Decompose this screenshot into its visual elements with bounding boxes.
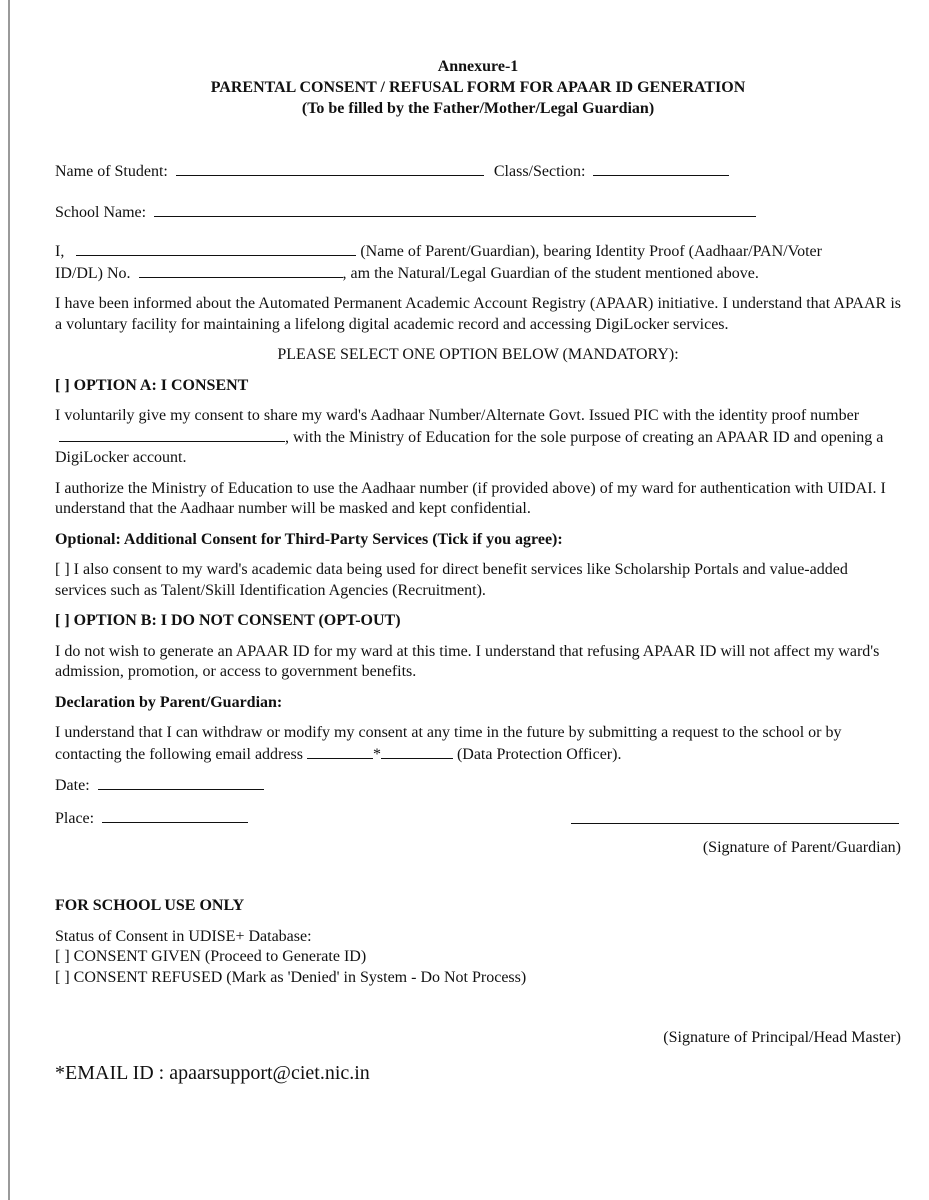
student-name-field[interactable] bbox=[176, 161, 484, 176]
option-a-paragraph bbox=[55, 406, 901, 469]
place-group bbox=[55, 808, 248, 830]
student-name-label: Name of Student: bbox=[55, 163, 168, 180]
email-id-footer: *EMAIL ID : apaarsupport@ciet.nic.in bbox=[55, 1061, 370, 1084]
school-name-label: School Name: bbox=[55, 203, 147, 221]
email-blank-right[interactable] bbox=[381, 744, 453, 759]
parent-signature-label: (Signature of Parent/Guardian) bbox=[702, 838, 901, 856]
guardian-statement bbox=[55, 241, 901, 284]
declaration-text-start: I understand that I can withdraw or modify my consent at any time in the future by submitting a request to the school or by contacting the following email address bbox=[55, 724, 842, 763]
guardian-mid-text: (Name of Parent/Guardian), bearing Identity Proof (Aadhaar/PAN/Voter bbox=[360, 243, 822, 260]
declaration-paragraph bbox=[55, 723, 901, 765]
email-blank-left[interactable] bbox=[307, 744, 373, 759]
parent-signature-line[interactable] bbox=[571, 823, 899, 824]
option-a-authorization: I authorize the Ministry of Education to use the Aadhaar number (if provided above) of my ward for authentication with UIDAI. I understand that the Aadhaar number will be masked and kept confidential. bbox=[55, 479, 886, 517]
guardian-id-label: ID/DL) No. bbox=[55, 264, 131, 282]
option-b-heading[interactable]: [ ] OPTION B: I DO NOT CONSENT (OPT-OUT) bbox=[55, 612, 401, 629]
intro-paragraph: I have been informed about the Automated Permanent Academic Account Registry (APAAR) initiative. I understand that APAAR is a voluntary facility for maintaining a lifelong digital academic record and accessing DigiLocker services. bbox=[55, 295, 901, 333]
consent-form bbox=[55, 56, 901, 1085]
option-b-paragraph: I do not wish to generate an APAAR ID for my ward at this time. I understand that refusing APAAR ID will not affect my ward's admission, promotion, or access to government benefits. bbox=[55, 642, 880, 680]
date-field[interactable] bbox=[98, 775, 264, 790]
date-label: Date: bbox=[55, 777, 90, 794]
school-row bbox=[55, 202, 901, 224]
school-use-heading: FOR SCHOOL USE ONLY bbox=[55, 897, 245, 914]
form-subtitle: (To be filled by the Father/Mother/Legal Guardian) bbox=[301, 100, 655, 117]
school-status-label: Status of Consent in UDISE+ Database: bbox=[55, 927, 312, 945]
place-label: Place: bbox=[55, 809, 95, 827]
option-a-heading[interactable]: [ ] OPTION A: I CONSENT bbox=[55, 376, 249, 394]
place-signature-row bbox=[55, 808, 901, 830]
principal-signature-label: (Signature of Principal/Head Master) bbox=[663, 1029, 901, 1046]
class-section-field[interactable] bbox=[593, 161, 729, 176]
guardian-line-end: , am the Natural/Legal Guardian of the student mentioned above. bbox=[342, 264, 759, 282]
declaration-text-end: (Data Protection Officer). bbox=[456, 745, 622, 763]
place-field[interactable] bbox=[102, 808, 248, 823]
select-prompt: PLEASE SELECT ONE OPTION BELOW (MANDATORY): bbox=[277, 346, 679, 363]
email-star: * bbox=[372, 745, 381, 763]
identity-proof-number-field[interactable] bbox=[139, 263, 343, 278]
consent-refused-checkbox[interactable]: [ ] CONSENT REFUSED (Mark as 'Denied' in System - Do Not Process) bbox=[55, 968, 527, 986]
date-row bbox=[55, 775, 901, 797]
optional-heading: Optional: Additional Consent for Third-Party Services (Tick if you agree): bbox=[55, 530, 563, 548]
form-title: PARENTAL CONSENT / REFUSAL FORM FOR APAAR ID GENERATION bbox=[210, 79, 746, 96]
optional-consent-checkbox[interactable]: [ ] I also consent to my ward's academic data being used for direct benefit services like Scholarship Portals and value-added services such as Talent/Skill Identification Agencies (Recruitment). bbox=[55, 561, 848, 599]
identity-proof-pic-field[interactable] bbox=[59, 427, 285, 442]
option-a-text-start: I voluntarily give my consent to share my ward's Aadhaar Number/Alternate Govt. Issued PIC with the identity proof number bbox=[55, 407, 860, 424]
annexure-label: Annexure-1 bbox=[437, 58, 519, 75]
consent-given-checkbox[interactable]: [ ] CONSENT GIVEN (Proceed to Generate ID) bbox=[55, 948, 367, 965]
student-row bbox=[55, 161, 901, 183]
option-a-text-end: , with the Ministry of Education for the sole purpose of creating an APAAR ID and opening a DigiLocker account. bbox=[55, 428, 884, 466]
declaration-heading: Declaration by Parent/Guardian: bbox=[55, 693, 283, 711]
class-section-label: Class/Section: bbox=[493, 163, 586, 180]
guardian-name-field[interactable] bbox=[76, 241, 356, 256]
guardian-prefix: I, bbox=[55, 243, 65, 260]
page-edge-rule bbox=[8, 0, 10, 1200]
school-name-field[interactable] bbox=[154, 202, 756, 217]
